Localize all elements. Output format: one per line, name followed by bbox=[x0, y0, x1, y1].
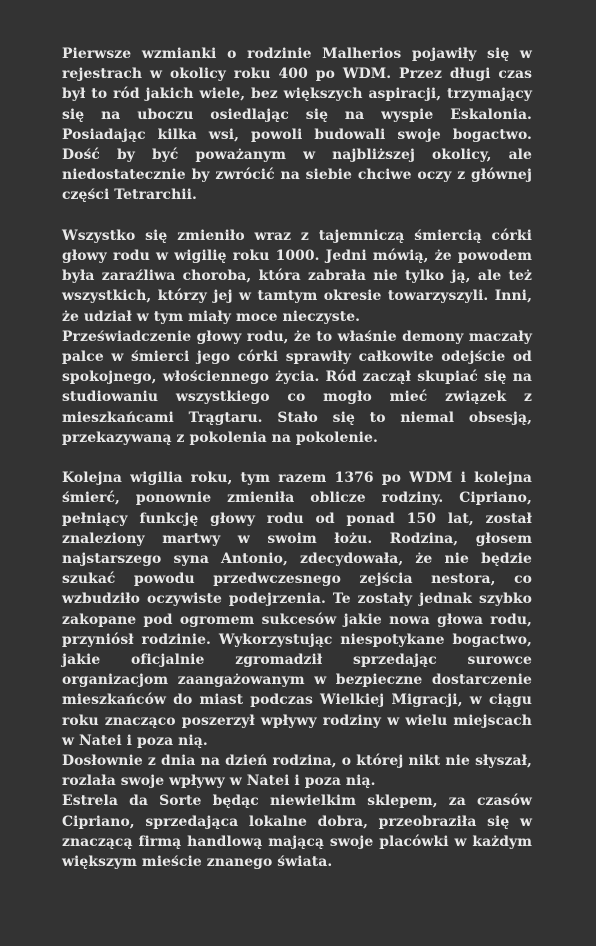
paragraph-daughter-death: Wszystko się zmieniło wraz z tajemniczą śmiercią córki głowy rodu w wigilię roku 1000. Jedni mówią, że powodem była zaraźliwa choroba, która zabrała nie tylko ją, ale też wszystkich, którzy jej w tamtym okresie towarzyszyli. Inni, że udział w tym miały moce nieczyste. bbox=[62, 227, 532, 325]
paragraph-spacer bbox=[62, 448, 532, 468]
paragraph-cipriano-death: Kolejna wigilia roku, tym razem 1376 po WDM i kolejna śmierć, ponownie zmieniła oblicze rodziny. Cipriano, pełniący funkcję głowy rodu od ponad 150 lat, został znaleziony martwy w swoim łożu. Rodzina, głosem najstarszego syna Antonio, zdecydowała, że nie będzie szukać powodu przedwczesnego zejścia nestora, co wzbudziło oczywiste podejrzenia. Te zostały jednak szybko zakopane pod ogromem sukcesów jakie nowa głowa rodu, przyniósł rodzinie. Wykorzystując niespotykane bogactwo, jakie oficjalnie zgromadził sprzedając surowce organizacjom zaangażowanym w bezpieczne dostarczenie mieszkańców do miast podczas Wielkiej Migracji, w ciągu roku znacząco poszerzył wpływy rodziny w wielu miejscach w Natei i poza nią. bbox=[62, 470, 532, 749]
paragraph-influence: Dosłownie z dnia na dzień rodzina, o której nikt nie słyszał, rozlała swoje wpływy w Natei i poza nią. bbox=[62, 753, 532, 790]
paragraph-estrela-da-sorte: Estrela da Sorte będąc niewielkim sklepem, za czasów Cipriano, sprzedająca lokalne dobra, przeobraziła się w znaczącą firmą handlową mającą swoje placówki w każdym większym mieście znanego świata. bbox=[62, 793, 532, 871]
paragraph-spacer bbox=[62, 206, 532, 226]
paragraph-origins: Pierwsze wzmianki o rodzinie Malherios pojawiły się w rejestrach w okolicy roku 400 po WDM. Przez długi czas był to ród jakich wiele, bez większych aspiracji, trzymający się na uboczu osiedlając się na wyspie Eskalonia. Posiadając kilka wsi, powoli budowali swoje bogactwo. Dość by być poważanym w najbliższej okolicy, ale niedostatecznie by zwrócić na siebie chciwe oczy z głównej części Tetrarchii. bbox=[62, 46, 532, 204]
paragraph-demon-obsession: Przeświadczenie głowy rodu, że to właśnie demony maczały palce w śmierci jego córki sprawiły całkowite odejście od spokojnego, włościennego życia. Ród zaczął skupiać się na studiowaniu wszystkiego co mogło mieć związek z mieszkańcami Trągtaru. Stało się to niemal obsesją, przekazywaną z pokolenia na pokolenie. bbox=[62, 328, 532, 446]
